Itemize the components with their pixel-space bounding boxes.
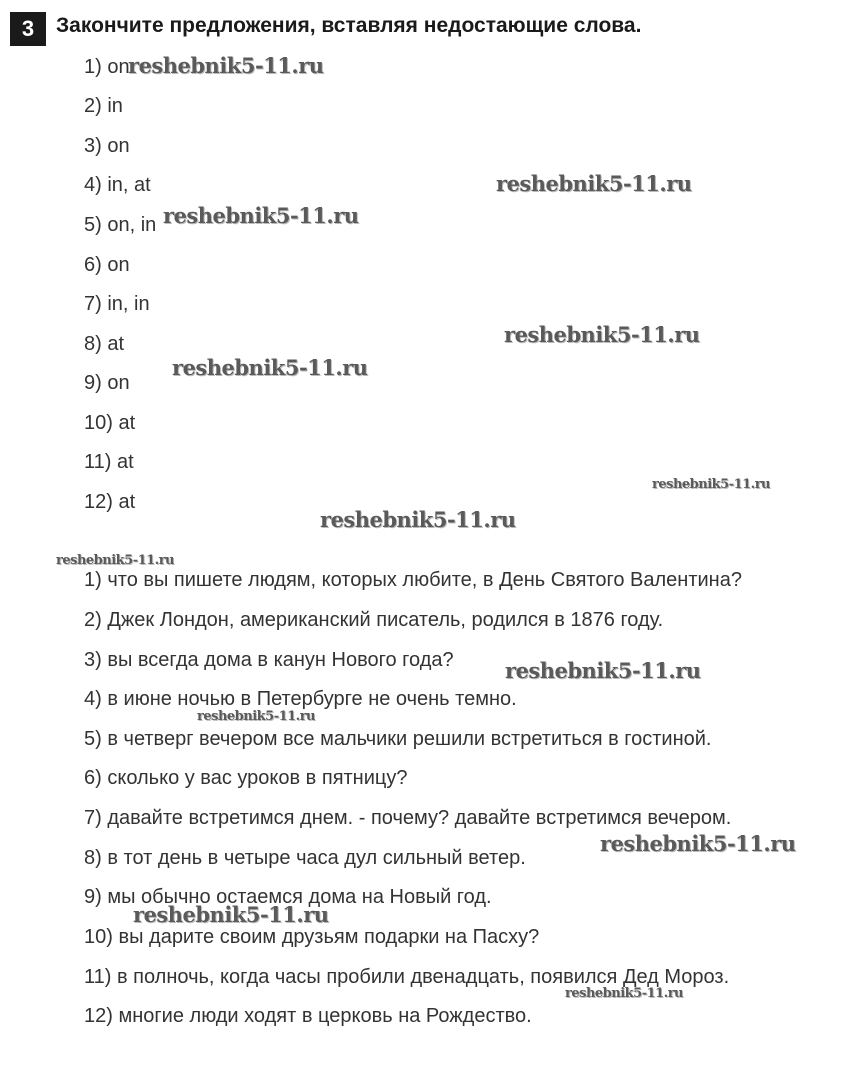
translation-item: 6) сколько у вас уроков в пятницу? [84,767,408,789]
translation-item: 4) в июне ночью в Петербурге не очень темно. [84,688,517,710]
watermark: reshebnik5-11.ru [172,355,368,380]
answer-item: 8) at [84,333,125,355]
answer-item: 7) in, in [84,293,150,315]
translation-item: 1) что вы пишете людям, которых любите, в День Святого Валентина? [84,569,742,591]
answer-item: 2) in [84,95,123,117]
translation-item: 12) многие люди ходят в церковь на Рождество. [84,1005,532,1027]
answer-item: 12) at [84,491,136,513]
answer-item: 3) on [84,135,130,157]
answer-item: 10) at [84,412,136,434]
exercise-title: Закончите предложения, вставляя недостающие слова. [56,14,642,37]
watermark: reshebnik5-11.ru [504,322,700,347]
watermark: reshebnik5-11.ru [163,203,359,228]
watermark: reshebnik5-11.ru [133,902,329,927]
translation-item: 3) вы всегда дома в канун Нового года? [84,649,454,671]
watermark: reshebnik5-11.ru [56,553,175,568]
watermark: reshebnik5-11.ru [197,709,316,724]
exercise-number-badge: 3 [10,12,46,46]
translation-item: 10) вы дарите своим друзьям подарки на Пасху? [84,926,540,948]
watermark: reshebnik5-11.ru [320,507,516,532]
answer-item: 5) on, in [84,214,157,236]
answer-item: 1) on [84,56,130,78]
answer-item: 11) at [84,451,134,473]
watermark: reshebnik5-11.ru [565,986,684,1001]
translation-item: 5) в четверг вечером все мальчики решили встретиться в гостиной. [84,728,712,750]
answer-item: 6) on [84,254,130,276]
translation-item: 2) Джек Лондон, американский писатель, родился в 1876 году. [84,609,664,631]
watermark: reshebnik5-11.ru [505,658,701,683]
translation-item: 8) в тот день в четыре часа дул сильный ветер. [84,847,526,869]
translation-item: 7) давайте встретимся днем. - почему? давайте встретимся вечером. [84,807,732,829]
watermark: reshebnik5-11.ru [652,477,771,492]
answer-item: 4) in, at [84,174,151,196]
answer-item: 9) on [84,372,130,394]
watermark: reshebnik5-11.ru [496,171,692,196]
translation-item: 11) в полночь, когда часы пробили двенадцать, появился Дед Мороз. [84,966,730,988]
watermark: reshebnik5-11.ru [600,831,796,856]
watermark: reshebnik5-11.ru [128,53,324,78]
translation-item: 9) мы обычно остаемся дома на Новый год. [84,886,492,908]
